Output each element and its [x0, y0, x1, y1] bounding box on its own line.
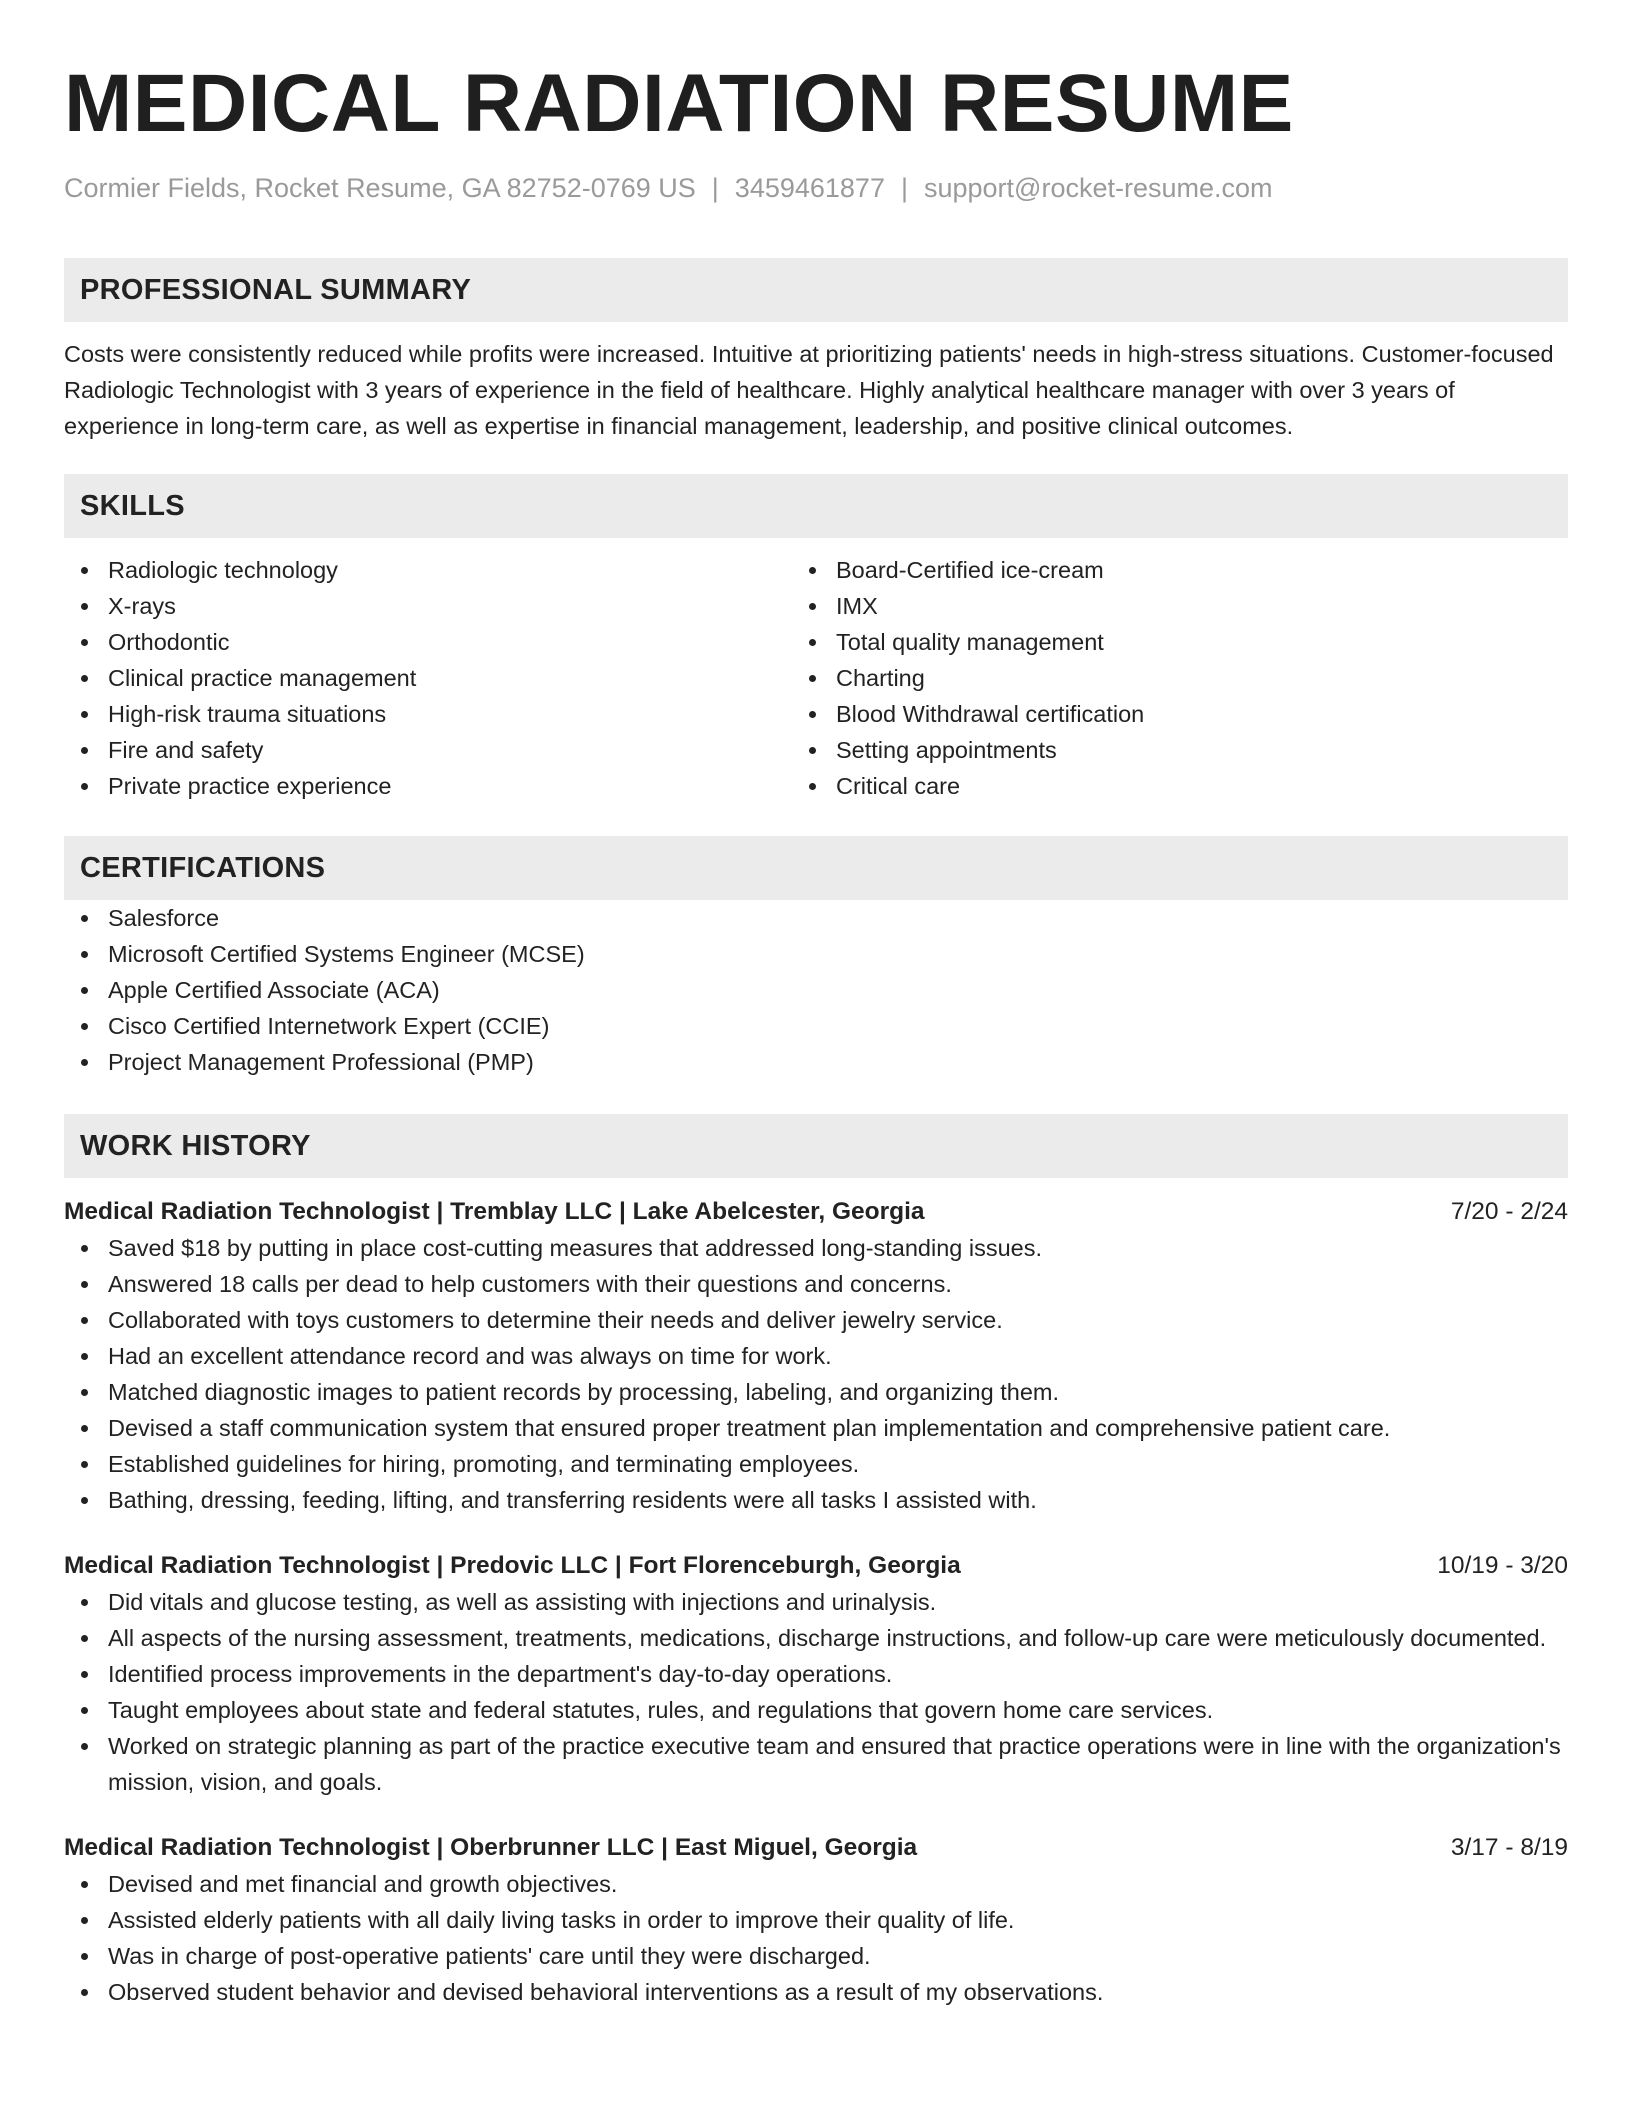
- certification-item: Cisco Certified Internetwork Expert (CCIE): [64, 1008, 1568, 1044]
- job-dates: 3/17 - 8/19: [1450, 1834, 1568, 1861]
- job-bullet: Established guidelines for hiring, promoting, and terminating employees.: [64, 1446, 1568, 1482]
- resume-title: MEDICAL RADIATION RESUME: [64, 58, 1294, 149]
- skills-right-column: [806, 552, 1548, 804]
- job-header: [64, 1830, 1568, 1866]
- contact-line: [64, 170, 1568, 206]
- work-history-heading: WORK HISTORY: [64, 1114, 1568, 1178]
- job-bullet: Collaborated with toys customers to determine their needs and deliver jewelry service.: [64, 1302, 1568, 1338]
- job-bullets: [64, 1584, 1568, 1800]
- contact-separator: |: [900, 173, 908, 203]
- skill-item: Clinical practice management: [64, 660, 806, 696]
- work-history-section: [64, 1114, 1568, 2010]
- skills-heading: SKILLS: [64, 474, 1568, 538]
- certification-item: Apple Certified Associate (ACA): [64, 972, 1568, 1008]
- job-bullet: Identified process improvements in the department's day-to-day operations.: [64, 1656, 1568, 1692]
- job-bullets: [64, 1866, 1568, 2010]
- certifications-section: [64, 836, 1568, 1080]
- job-bullet: Answered 18 calls per dead to help customers with their questions and concerns.: [64, 1266, 1568, 1302]
- skill-item: Orthodontic: [64, 624, 806, 660]
- summary-text: Costs were consistently reduced while profits were increased. Intuitive at prioritizing patients' needs in high-stress situations. Customer-focused Radiologic Technologist with 3 years of experience in the field of healthcare. Highly analytical healthcare manager with over 3 years of experience in long-term care, as well as expertise in financial management, leadership, and positive clinical outcomes.: [64, 341, 1554, 439]
- job-bullet: Matched diagnostic images to patient records by processing, labeling, and organizing them.: [64, 1374, 1568, 1410]
- job-header: [64, 1548, 1568, 1584]
- skill-item: High-risk trauma situations: [64, 696, 806, 732]
- skills-right-list: [806, 552, 1548, 804]
- certification-item: Project Management Professional (PMP): [64, 1044, 1568, 1080]
- contact-separator: |: [711, 173, 719, 203]
- skill-item: Critical care: [806, 768, 1548, 804]
- skill-item: Fire and safety: [64, 732, 806, 768]
- skills-section: [64, 474, 1568, 804]
- contact-address: Cormier Fields, Rocket Resume, GA 82752-0769 US: [64, 173, 696, 203]
- skill-item: Total quality management: [806, 624, 1548, 660]
- job-title: Medical Radiation Technologist | Oberbrunner LLC | East Miguel, Georgia: [64, 1834, 918, 1861]
- skill-item: Private practice experience: [64, 768, 806, 804]
- certifications-list: [64, 900, 1568, 1080]
- job-bullet: Devised a staff communication system that ensured proper treatment plan implementation and comprehensive patient care.: [64, 1410, 1568, 1446]
- job-bullets: [64, 1230, 1568, 1518]
- summary-heading: PROFESSIONAL SUMMARY: [64, 258, 1568, 322]
- job-bullet: Observed student behavior and devised behavioral interventions as a result of my observations.: [64, 1974, 1568, 2010]
- job-title: Medical Radiation Technologist | Tremblay LLC | Lake Abelcester, Georgia: [64, 1198, 925, 1225]
- skill-item: Blood Withdrawal certification: [806, 696, 1548, 732]
- job-title: Medical Radiation Technologist | Predovic LLC | Fort Florenceburgh, Georgia: [64, 1552, 961, 1579]
- summary-section: [64, 258, 1568, 444]
- certifications-heading: CERTIFICATIONS: [64, 836, 1568, 900]
- certification-item: Salesforce: [64, 900, 1568, 936]
- job-header: [64, 1194, 1568, 1230]
- job-dates: 7/20 - 2/24: [1450, 1198, 1568, 1225]
- contact-phone: 3459461877: [734, 173, 885, 203]
- job-dates: 10/19 - 3/20: [1437, 1552, 1568, 1579]
- skill-item: Charting: [806, 660, 1548, 696]
- skills-left-column: [64, 552, 806, 804]
- certification-item: Microsoft Certified Systems Engineer (MCSE): [64, 936, 1568, 972]
- job-bullet: Bathing, dressing, feeding, lifting, and transferring residents were all tasks I assisted with.: [64, 1482, 1568, 1518]
- skill-item: Setting appointments: [806, 732, 1548, 768]
- job-bullet: Saved $18 by putting in place cost-cutting measures that addressed long-standing issues.: [64, 1230, 1568, 1266]
- skill-item: Board-Certified ice-cream: [806, 552, 1548, 588]
- job-entry: [64, 1548, 1568, 1800]
- job-bullet: Did vitals and glucose testing, as well as assisting with injections and urinalysis.: [64, 1584, 1568, 1620]
- resume-page: [64, 56, 1568, 2010]
- job-entry: [64, 1830, 1568, 2010]
- job-bullet: Had an excellent attendance record and was always on time for work.: [64, 1338, 1568, 1374]
- job-bullet: Taught employees about state and federal statutes, rules, and regulations that govern home care services.: [64, 1692, 1568, 1728]
- skill-item: Radiologic technology: [64, 552, 806, 588]
- job-bullet: Was in charge of post-operative patients' care until they were discharged.: [64, 1938, 1568, 1974]
- job-bullet: Devised and met financial and growth objectives.: [64, 1866, 1568, 1902]
- job-bullet: All aspects of the nursing assessment, treatments, medications, discharge instructions, and follow-up care were meticulously documented.: [64, 1620, 1568, 1656]
- skills-left-list: [64, 552, 806, 804]
- skills-grid: [64, 552, 1568, 804]
- job-entry: [64, 1194, 1568, 1518]
- contact-email: support@rocket-resume.com: [923, 173, 1273, 203]
- job-bullet: Assisted elderly patients with all daily living tasks in order to improve their quality of life.: [64, 1902, 1568, 1938]
- skill-item: X-rays: [64, 588, 806, 624]
- job-bullet: Worked on strategic planning as part of the practice executive team and ensured that practice operations were in line with the organization's mission, vision, and goals.: [64, 1728, 1568, 1800]
- skill-item: IMX: [806, 588, 1548, 624]
